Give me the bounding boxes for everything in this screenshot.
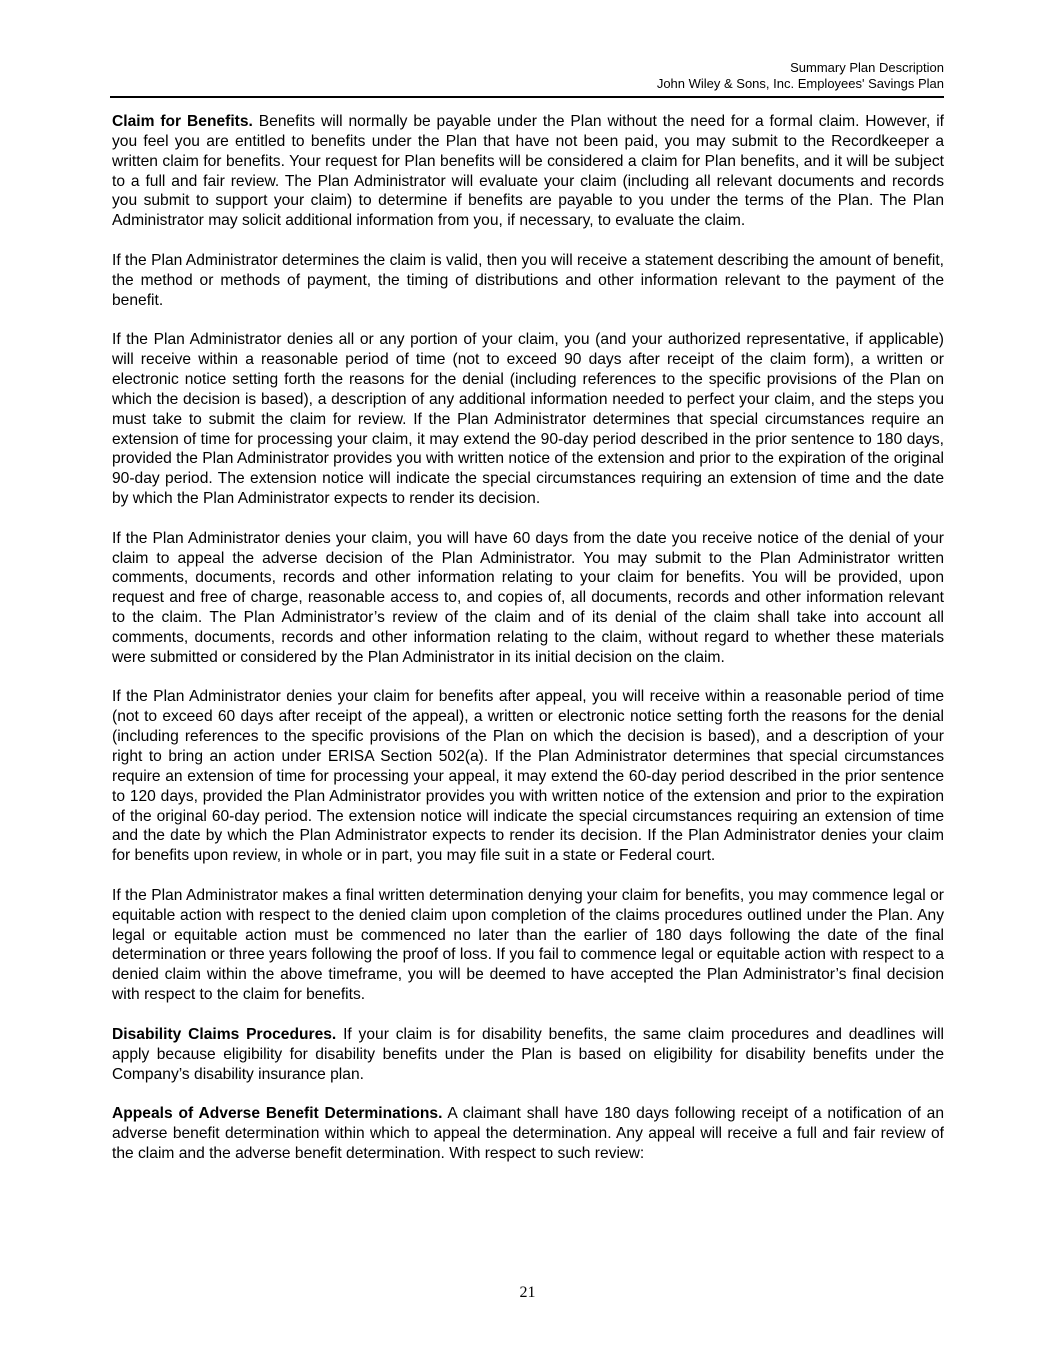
paragraph-text: If the Plan Administrator denies your claim, you will have 60 days from the date you receive notice of the denial of your claim to appeal the adverse decision of the Plan Administrator. You may submit to the Plan Administrator written comments, documents, records and other information relating to your claim for benefits. You will be provided, upon request and free of charge, reasonable access to, and copies of, all documents, records and other information relevant to the claim. The Plan Administrator’s review of the claim and of its denial of the claim shall take into account all comments, documents, records and other information relating to the claim, without regard to whether these materials were submitted or considered by the Plan Administrator in its initial decision on the claim.: [112, 529, 944, 666]
paragraph-legal-action: [112, 886, 944, 1005]
paragraph-claim-valid: [112, 251, 944, 311]
paragraph-text: If the Plan Administrator denies all or any portion of your claim, you (and your authorized representative, if applicable) will receive within a reasonable period of time (not to exceed 90 days after receipt of the claim form), a written or electronic notice setting forth the reasons for the denial (including references to the specific provisions of the Plan on which the decision is based), a description of any additional information needed to perfect your claim, and the steps you must take to submit the claim for review. If the Plan Administrator determines that special circumstances require an extension of time for processing your claim, it may extend the 90-day period described in the prior sentence to 180 days, provided the Plan Administrator provides you with written notice of the extension and prior to the expiration of the original 90-day period. The extension notice will indicate the special circumstances requiring an extension of time and the date by which the Plan Administrator expects to render its decision.: [112, 331, 944, 508]
paragraph-claim-for-benefits: [112, 112, 944, 231]
paragraph-heading: Appeals of Adverse Benefit Determinations.: [112, 1105, 443, 1123]
body-text: [112, 112, 944, 1184]
paragraph-text: If the Plan Administrator makes a final written determination denying your claim for benefits, you may commence legal or equitable action with respect to the denied claim upon completion of the claims procedures outlined under the Plan. Any legal or equitable action must be commenced no later than the earlier of 180 days following the date of the final determination or three years following the proof of loss. If you fail to commence legal or equitable action with respect to a denied claim within the above timeframe, you will be deemed to have accepted the Plan Administrator’s final decision with respect to the claim for benefits.: [112, 886, 944, 1004]
page-number: 21: [519, 1284, 536, 1301]
paragraph-text: A claimant shall have 180 days following receipt of a notification of an adverse benefit determination within which to appeal the determination. Any appeal will receive a full and fair review of the claim and the adverse benefit determination. With respect to such review:: [112, 1105, 945, 1162]
header-document-title: Summary Plan Description: [790, 60, 944, 75]
paragraph-text: If the Plan Administrator determines the claim is valid, then you will receive a statement describing the amount of benefit, the method or methods of payment, the timing of distributions and other information relevant to the payment of the benefit.: [112, 251, 944, 309]
paragraph-text: Benefits will normally be payable under the Plan without the need for a formal claim. However, if you feel you are entitled to benefits under the Plan that have not been paid, you may submit to the Recordkeeper a written claim for benefits. Your request for Plan benefits will be considered a claim for Plan benefits, and it will be subject to a full and fair review. The Plan Administrator will evaluate your claim (including all relevant documents and records you submit to support your claim) to determine if benefits are payable to you under the terms of the Plan. The Plan Administrator may solicit additional information from you, if necessary, to evaluate the claim.: [112, 113, 944, 230]
header-divider: [110, 96, 944, 98]
paragraph-text: If the Plan Administrator denies your claim for benefits after appeal, you will receive within a reasonable period of time (not to exceed 60 days after receipt of the appeal), a written or electronic notice setting forth the reasons for the denial (including references to the specific provisions of the Plan on which the decision is based), and a description of your right to bring an action under ERISA Section 502(a). If the Plan Administrator determines that special circumstances require an extension of time for processing your appeal, it may extend the 60-day period described in the prior sentence to 120 days, provided the Plan Administrator provides you with written notice of the extension and prior to the expiration of the original 60-day period. The extension notice will indicate the special circumstances requiring an extension of time and the date by which the Plan Administrator expects to render its decision. If the Plan Administrator denies your claim for benefits upon review, in whole or in part, you may file suit in a state or Federal court.: [112, 688, 944, 865]
paragraph-disability-claims: [112, 1025, 944, 1085]
running-header: [110, 60, 944, 92]
paragraph-denial-after-appeal: [112, 687, 944, 866]
paragraph-appeal-rights: [112, 529, 944, 668]
header-plan-name: John Wiley & Sons, Inc. Employees' Savings Plan: [656, 76, 944, 91]
paragraph-appeals-adverse: [112, 1104, 944, 1164]
paragraph-text: If your claim is for disability benefits, the same claim procedures and deadlines will apply because eligibility for disability benefits under the Plan is based on eligibility for disability benefits under the Company’s disability insurance plan.: [112, 1025, 944, 1083]
paragraph-heading: Claim for Benefits.: [112, 113, 253, 130]
paragraph-claim-denied: [112, 330, 944, 509]
paragraph-heading: Disability Claims Procedures.: [112, 1025, 337, 1043]
